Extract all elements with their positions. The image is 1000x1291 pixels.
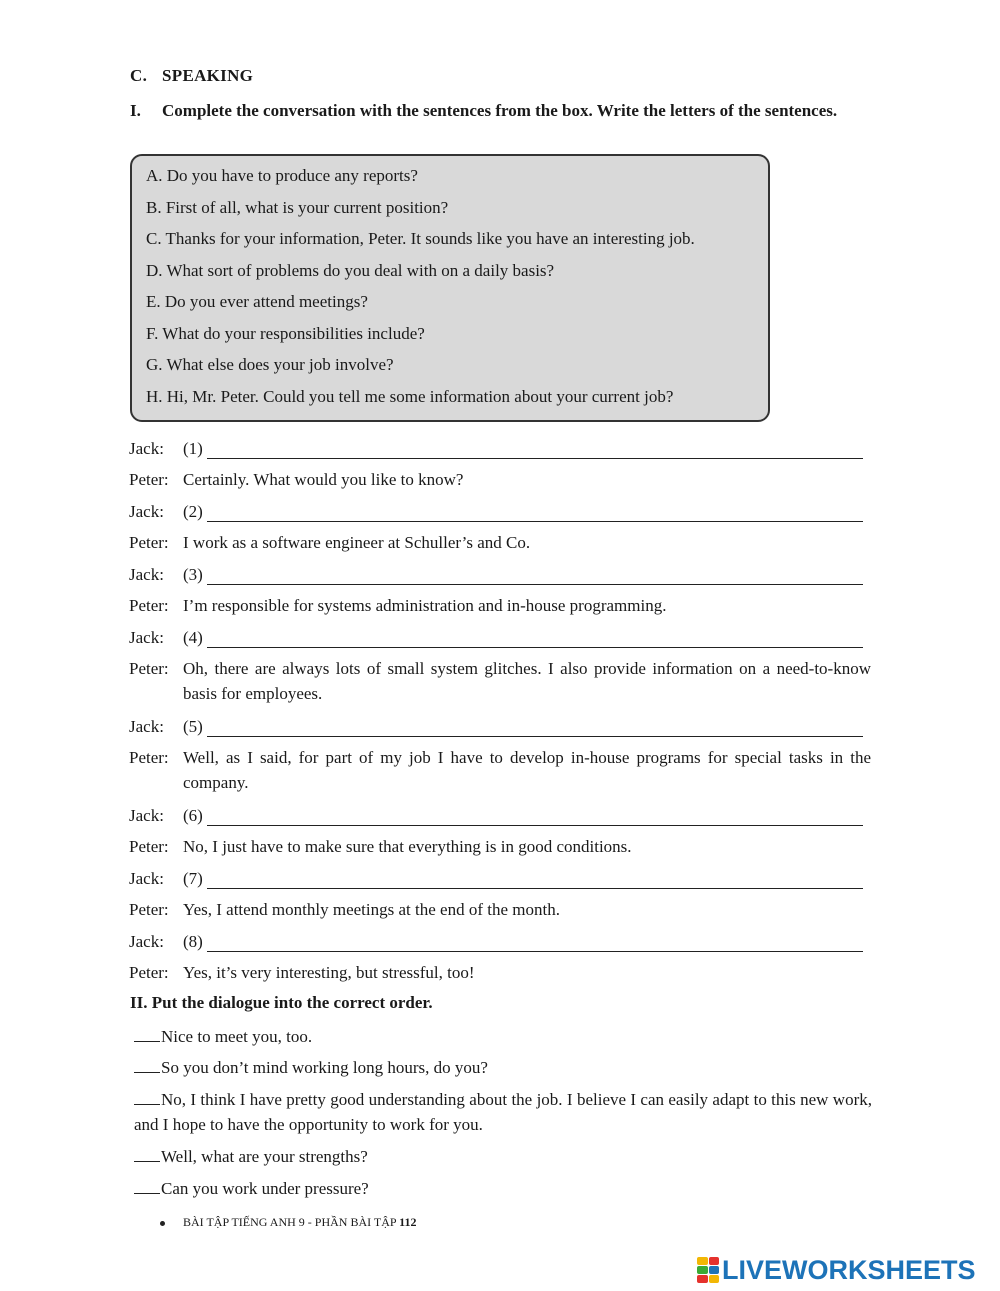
logo-icon (697, 1257, 719, 1283)
order-item-text: Nice to meet you, too. (161, 1027, 313, 1046)
page-number: 112 (399, 1215, 417, 1229)
speaker-label: Jack: (129, 806, 164, 825)
dialogue-line-peter (129, 897, 871, 922)
speaker-label: Peter: (129, 596, 169, 615)
speaker-label: Peter: (129, 659, 169, 678)
dialogue-line-peter (129, 467, 871, 492)
dialogue-text: Well, as I said, for part of my job I have to develop in-house programs for special tasks in the company. (183, 748, 871, 792)
box-sentence: H. Hi, Mr. Peter. Could you tell me some information about your current job? (146, 387, 674, 406)
blank-number: (1) (183, 439, 203, 458)
order-item (134, 1176, 872, 1201)
dialogue-line-jack (129, 929, 871, 954)
page-footer (160, 1215, 416, 1230)
dialogue-line-peter (129, 960, 871, 985)
speaker-label: Jack: (129, 502, 164, 521)
order-blank[interactable] (134, 1056, 160, 1073)
dialogue-text: No, I just have to make sure that everything is in good conditions. (183, 837, 632, 856)
exercise1-instruction (130, 98, 872, 123)
dialogue-line-jack (129, 866, 871, 891)
answer-blank-2[interactable] (207, 521, 863, 522)
answer-blank-1[interactable] (207, 458, 863, 459)
dialogue-line-jack (129, 562, 871, 587)
speaker-label: Peter: (129, 900, 169, 919)
dialogue-line-peter (129, 834, 871, 859)
answer-blank-4[interactable] (207, 647, 863, 648)
blank-number: (7) (183, 869, 203, 888)
speaker-label: Peter: (129, 470, 169, 489)
order-blank[interactable] (134, 1088, 160, 1105)
speaker-label: Jack: (129, 565, 164, 584)
section-title (130, 66, 253, 86)
order-blank[interactable] (134, 1025, 160, 1042)
speaker-label: Jack: (129, 628, 164, 647)
dialogue-text: Yes, I attend monthly meetings at the end of the month. (183, 900, 560, 919)
answer-blank-8[interactable] (207, 951, 863, 952)
speaker-label: Peter: (129, 963, 169, 982)
order-item-text: No, I think I have pretty good understanding about the job. I believe I can easily adapt to this new work, and I hope to have the opportunity to work for you. (134, 1090, 872, 1134)
dialogue-text: Oh, there are always lots of small system glitches. I also provide information on a need-to-know basis for employees. (183, 659, 871, 703)
blank-number: (8) (183, 932, 203, 951)
order-item-text: Well, what are your strengths? (161, 1147, 368, 1166)
box-sentence: B. First of all, what is your current position? (146, 198, 449, 217)
order-item (134, 1024, 872, 1049)
dialogue-text: I’m responsible for systems administration and in-house programming. (183, 596, 667, 615)
dialogue-line-jack (129, 803, 871, 828)
exercise1-number: I. (130, 101, 141, 120)
box-sentence: E. Do you ever attend meetings? (146, 292, 368, 311)
order-item-text: Can you work under pressure? (161, 1179, 369, 1198)
blank-number: (2) (183, 502, 203, 521)
order-item (134, 1055, 872, 1080)
blank-number: (5) (183, 717, 203, 736)
speaker-label: Peter: (129, 837, 169, 856)
speaker-label: Jack: (129, 717, 164, 736)
exercise1-instruction-text: Complete the conversation with the sentences from the box. Write the letters of the sentences. (162, 101, 838, 120)
order-blank[interactable] (134, 1177, 160, 1194)
dialogue-line-peter (129, 745, 871, 795)
liveworksheets-logo (697, 1256, 976, 1284)
section-letter: C. (130, 66, 148, 85)
dialogue-line-jack (129, 499, 871, 524)
logo-text: LIVEWORKSHEETS (722, 1254, 976, 1285)
box-sentence: G. What else does your job involve? (146, 355, 394, 374)
dialogue-line-peter (129, 593, 871, 618)
speaker-label: Jack: (129, 932, 164, 951)
exercise2-title: II. Put the dialogue into the correct order. (130, 993, 433, 1012)
answer-blank-5[interactable] (207, 736, 863, 737)
blank-number: (3) (183, 565, 203, 584)
dialogue-line-jack (129, 714, 871, 739)
dialogue-line-jack (129, 625, 871, 650)
blank-number: (4) (183, 628, 203, 647)
dialogue-line-peter (129, 530, 871, 555)
footer-text: BÀI TẬP TIẾNG ANH 9 - PHẦN BÀI TẬP (183, 1215, 400, 1229)
speaker-label: Peter: (129, 533, 169, 552)
dialogue-text: I work as a software engineer at Schuller’s and Co. (183, 533, 531, 552)
dialogue-line-jack (129, 436, 871, 461)
answer-blank-7[interactable] (207, 888, 863, 889)
dialogue-text: Yes, it’s very interesting, but stressful, too! (183, 963, 475, 982)
dialogue-text: Certainly. What would you like to know? (183, 470, 464, 489)
order-item-text: So you don’t mind working long hours, do you? (161, 1058, 488, 1077)
box-sentence: C. Thanks for your information, Peter. It sounds like you have an interesting job. (146, 229, 695, 248)
box-sentence: D. What sort of problems do you deal with on a daily basis? (146, 261, 555, 280)
section-name: SPEAKING (162, 66, 254, 85)
bullet-icon (160, 1221, 165, 1226)
answer-blank-6[interactable] (207, 825, 863, 826)
speaker-label: Jack: (129, 439, 164, 458)
box-sentence: F. What do your responsibilities include? (146, 324, 425, 343)
dialogue-line-peter (129, 656, 871, 706)
speaker-label: Jack: (129, 869, 164, 888)
blank-number: (6) (183, 806, 203, 825)
speaker-label: Peter: (129, 748, 169, 767)
order-item (134, 1144, 872, 1169)
box-sentence: A. Do you have to produce any reports? (146, 166, 418, 185)
sentence-box (130, 154, 770, 422)
order-item (134, 1087, 872, 1137)
answer-blank-3[interactable] (207, 584, 863, 585)
order-blank[interactable] (134, 1145, 160, 1162)
